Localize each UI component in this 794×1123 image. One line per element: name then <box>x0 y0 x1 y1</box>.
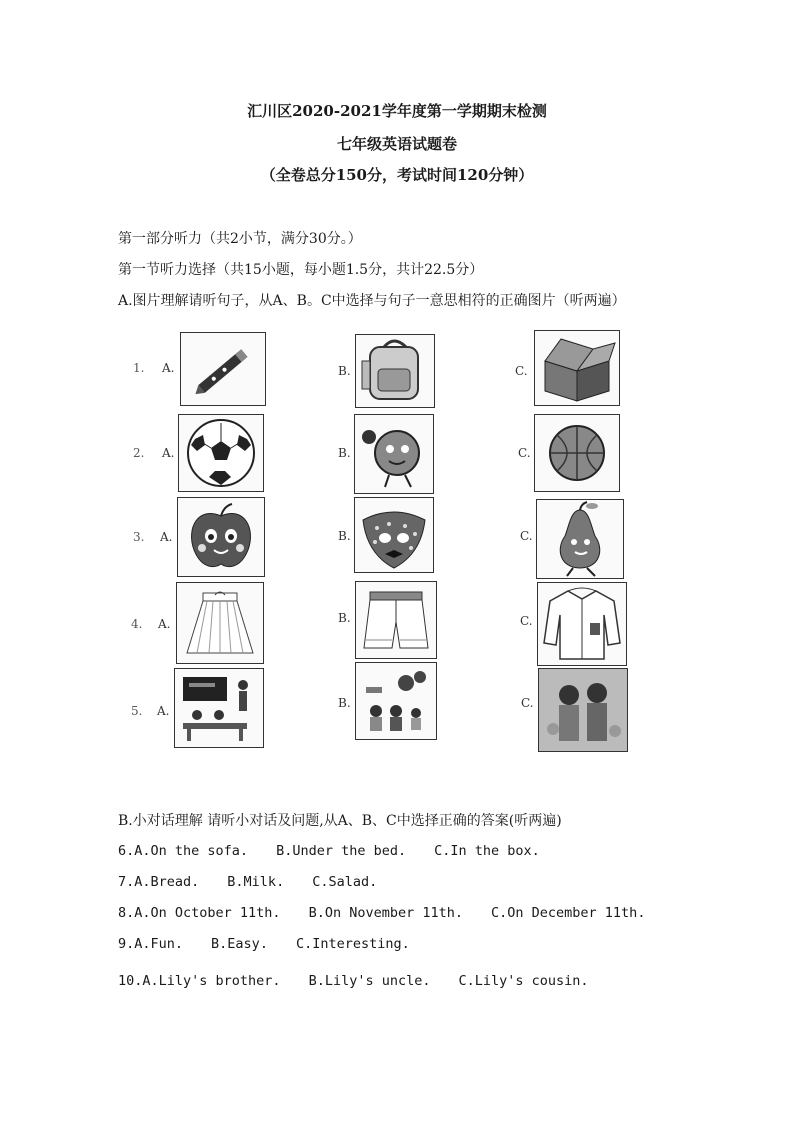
option-b: B.On November 11th. <box>308 905 464 921</box>
option-c: C.In the box. <box>434 843 540 859</box>
option-letter: C. <box>515 364 528 378</box>
pen-icon[interactable] <box>180 332 266 406</box>
sectionA-heading: A.图片理解请听句子，从A、B。C中选择与句子一意思相符的正确图片（听两遍） <box>118 293 626 309</box>
question-number: 10. <box>118 973 143 989</box>
strawberry-icon[interactable] <box>354 497 434 573</box>
box-icon[interactable] <box>534 330 620 406</box>
question-8 <box>118 905 645 921</box>
question-6 <box>118 843 540 859</box>
option-letter: B. <box>338 364 351 378</box>
pear-icon[interactable] <box>536 499 624 579</box>
question-number: 4. <box>131 617 143 631</box>
option-letter: C. <box>521 696 534 710</box>
option-letter: C. <box>520 614 533 628</box>
option-c: C.Interesting. <box>295 936 410 952</box>
jacket-icon[interactable] <box>537 582 627 666</box>
question-number: 2. <box>133 446 145 460</box>
sectionB-heading: B.小对话理解 请听小对话及问题,从A、B、C中选择正确的答案(听两遍) <box>118 813 562 829</box>
part1-heading: 第一部分听力（共2小节，满分30分。） <box>118 231 362 247</box>
girls-photo-icon[interactable] <box>538 668 628 752</box>
section1-heading: 第一节听力选择（共15小题，每小题1.5分，共计22.5分） <box>118 262 484 278</box>
option-c: C.Salad. <box>312 874 378 890</box>
option-b: B.Lily's uncle. <box>308 973 431 989</box>
ping-pong-ball-icon[interactable] <box>354 414 434 494</box>
question-number: 7. <box>118 874 135 890</box>
option-letter: A. <box>157 704 170 718</box>
question-number: 3. <box>133 530 145 544</box>
option-a: A.On October 11th. <box>134 905 281 921</box>
option-letter: B. <box>338 696 351 710</box>
question-7 <box>118 874 377 890</box>
option-b: B.Under the bed. <box>276 843 407 859</box>
children-playing-icon[interactable] <box>355 662 437 740</box>
option-letter: A. <box>160 530 173 544</box>
option-b: B.Milk. <box>227 874 285 890</box>
option-b: B.Easy. <box>211 936 268 952</box>
exam-subtitle: 七年级英语试题卷 <box>336 135 457 153</box>
option-letter: B. <box>338 529 351 543</box>
option-letter: B. <box>338 446 351 460</box>
exam-title: 汇川区2020-2021学年度第一学期期末检测 <box>247 102 547 120</box>
soccer-ball-icon[interactable] <box>178 414 264 492</box>
apple-icon[interactable] <box>177 497 265 577</box>
shorts-icon[interactable] <box>355 581 437 659</box>
option-a: A.On the sofa. <box>134 843 249 859</box>
question-9 <box>118 936 410 952</box>
option-letter: A. <box>162 361 175 375</box>
question-number: 5. <box>131 704 143 718</box>
classroom-icon[interactable] <box>174 668 264 748</box>
option-letter: C. <box>520 529 533 543</box>
skirt-icon[interactable] <box>176 582 264 664</box>
question-number: 8. <box>118 905 135 921</box>
basketball-icon[interactable] <box>534 414 620 492</box>
exam-note: （全卷总分150分，考试时间120分钟） <box>260 166 534 184</box>
option-c: C.Lily's cousin. <box>458 973 589 989</box>
question-number: 6. <box>118 843 135 859</box>
schoolbag-icon[interactable] <box>355 334 435 408</box>
option-letter: C. <box>518 446 531 460</box>
option-letter: A. <box>162 446 175 460</box>
question-number: 9. <box>118 936 135 952</box>
question-10 <box>118 973 589 989</box>
option-letter: B. <box>338 611 351 625</box>
option-a: A.Fun. <box>134 936 184 952</box>
option-a: A.Bread. <box>134 874 200 890</box>
option-c: C.On December 11th. <box>491 905 646 921</box>
option-letter: A. <box>158 617 171 631</box>
option-a: A.Lily's brother. <box>142 973 281 989</box>
question-number: 1. <box>133 361 145 375</box>
